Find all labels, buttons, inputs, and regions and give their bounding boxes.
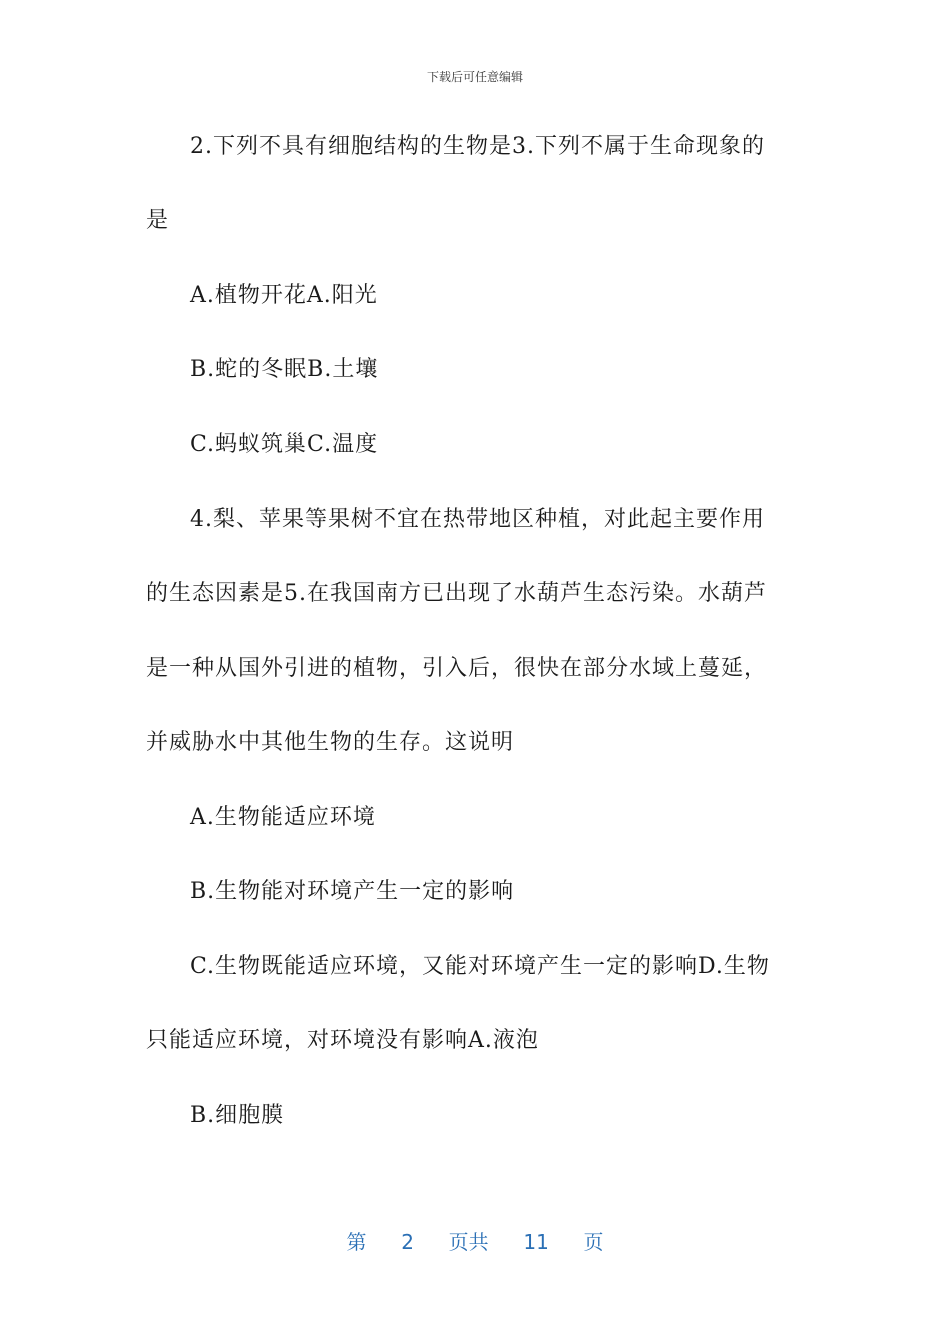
footer-prefix: 第 bbox=[346, 1230, 367, 1254]
header-note: 下载后可任意编辑 bbox=[426, 70, 523, 84]
option-line: C.蚂蚁筑巢C.温度 bbox=[190, 432, 379, 457]
text-line: 是一种从国外引进的植物，引入后，很快在部分水域上蔓延， bbox=[146, 656, 768, 681]
option-line: C.生物既能适应环境，又能对环境产生一定的影响D.生物 bbox=[190, 954, 770, 979]
option-line: A.植物开花A.阳光 bbox=[190, 283, 378, 308]
text-line: 是 bbox=[146, 208, 170, 233]
text-line: 并威胁水中其他生物的生存。这说明 bbox=[146, 730, 515, 755]
current-page-number: 2 bbox=[401, 1230, 414, 1254]
total-pages-number: 11 bbox=[523, 1230, 549, 1254]
page-footer bbox=[0, 1226, 950, 1255]
text-line: 4.梨、苹果等果树不宜在热带地区种植，对此起主要作用 bbox=[190, 507, 765, 532]
option-line: A.生物能适应环境 bbox=[190, 805, 376, 830]
option-line: B.生物能对环境产生一定的影响 bbox=[190, 879, 515, 904]
text-line: 2.下列不具有细胞结构的生物是3.下列不属于生命现象的 bbox=[190, 134, 765, 159]
text-line: 只能适应环境，对环境没有影响A.液泡 bbox=[146, 1028, 539, 1053]
footer-middle: 页共 bbox=[448, 1230, 489, 1254]
text-line: 的生态因素是5.在我国南方已出现了水葫芦生态污染。水葫芦 bbox=[146, 581, 767, 606]
option-line: B.蛇的冬眠B.土壤 bbox=[190, 357, 379, 382]
option-line: B.细胞膜 bbox=[190, 1103, 285, 1128]
footer-suffix: 页 bbox=[583, 1230, 604, 1254]
